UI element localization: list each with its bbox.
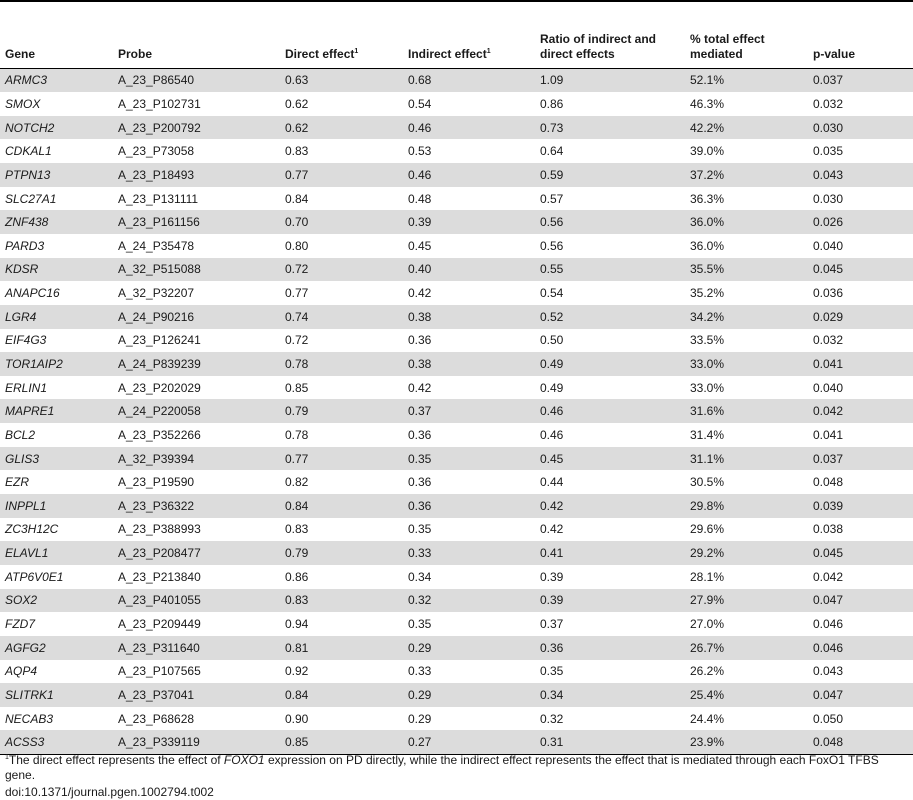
cell-gene: SLITRK1 <box>0 683 113 707</box>
cell-gene: ATP6V0E1 <box>5 569 64 584</box>
cell-ratio: 0.42 <box>540 522 564 537</box>
cell-ratio: 0.37 <box>540 617 564 632</box>
table-body <box>0 68 913 755</box>
table-row <box>0 139 913 163</box>
cell-gene: SOX2 <box>0 589 113 613</box>
results-table <box>0 26 913 755</box>
cell-indirect-effect: 0.27 <box>403 730 535 754</box>
cell-ratio: 1.09 <box>535 68 685 92</box>
table-row <box>0 116 913 140</box>
cell-gene: SLC27A1 <box>5 191 57 206</box>
cell-probe: A_32_P515088 <box>113 258 280 282</box>
cell-direct-effect: 0.78 <box>285 427 309 442</box>
cell-ratio: 0.57 <box>540 191 564 206</box>
cell-direct-effect: 0.92 <box>285 664 309 679</box>
cell-p-value: 0.047 <box>808 683 913 707</box>
cell-gene: ELAVL1 <box>0 541 113 565</box>
cell-indirect-effect: 0.33 <box>408 664 432 679</box>
cell-probe: A_23_P126241 <box>118 333 201 348</box>
table-row <box>0 447 913 471</box>
cell-indirect-effect: 0.35 <box>408 617 432 632</box>
cell-p-value: 0.042 <box>808 399 913 423</box>
cell-ratio: 0.56 <box>535 210 685 234</box>
cell-probe: A_24_P839239 <box>113 352 280 376</box>
table-row <box>0 423 913 447</box>
cell-percent-mediated: 29.8% <box>685 494 808 518</box>
doi-line: doi:10.1371/journal.pgen.1002794.t002 <box>5 785 214 799</box>
cell-percent-mediated: 39.0% <box>690 144 725 159</box>
cell-ratio: 0.73 <box>535 116 685 140</box>
cell-gene: NECAB3 <box>5 711 54 726</box>
table-row <box>0 305 913 329</box>
cell-gene: ACSS3 <box>0 730 113 754</box>
cell-ratio: 0.32 <box>540 711 564 726</box>
cell-probe: A_23_P213840 <box>118 569 201 584</box>
cell-direct-effect: 0.77 <box>285 286 309 301</box>
cell-p-value: 0.043 <box>813 664 844 679</box>
top-rule <box>0 0 913 2</box>
cell-p-value: 0.026 <box>808 210 913 234</box>
cell-percent-mediated: 42.2% <box>685 116 808 140</box>
cell-p-value: 0.048 <box>808 730 913 754</box>
cell-direct-effect: 0.83 <box>280 589 403 613</box>
table-row <box>0 660 913 684</box>
cell-gene: EZR <box>5 475 29 490</box>
cell-p-value: 0.037 <box>808 447 913 471</box>
cell-percent-mediated: 27.0% <box>690 617 725 632</box>
cell-direct-effect: 0.72 <box>285 333 309 348</box>
cell-indirect-effect: 0.68 <box>403 68 535 92</box>
cell-p-value: 0.035 <box>813 144 844 159</box>
cell-gene: TOR1AIP2 <box>0 352 113 376</box>
cell-gene: BCL2 <box>5 427 36 442</box>
cell-gene: AQP4 <box>5 664 38 679</box>
cell-indirect-effect: 0.40 <box>403 258 535 282</box>
table-row <box>0 470 913 494</box>
cell-percent-mediated: 26.2% <box>690 664 725 679</box>
table-row <box>0 210 913 234</box>
cell-probe: A_23_P401055 <box>113 589 280 613</box>
cell-probe: A_24_P220058 <box>113 399 280 423</box>
table-row <box>0 683 913 707</box>
cell-probe: A_23_P19590 <box>118 475 195 490</box>
cell-indirect-effect: 0.33 <box>403 541 535 565</box>
cell-gene: EIF4G3 <box>5 333 47 348</box>
cell-direct-effect: 0.83 <box>285 144 309 159</box>
table-footnote <box>5 753 905 783</box>
cell-direct-effect: 0.84 <box>285 191 309 206</box>
table-row <box>0 494 913 518</box>
cell-indirect-effect: 0.42 <box>408 286 432 301</box>
cell-direct-effect: 0.77 <box>280 447 403 471</box>
cell-direct-effect: 0.84 <box>280 494 403 518</box>
table-row <box>0 541 913 565</box>
cell-percent-mediated: 34.2% <box>685 305 808 329</box>
cell-gene: FZD7 <box>5 617 35 632</box>
cell-percent-mediated: 30.5% <box>690 475 725 490</box>
cell-direct-effect: 0.84 <box>280 683 403 707</box>
table-row <box>0 281 913 305</box>
cell-probe: A_23_P18493 <box>113 163 280 187</box>
cell-p-value: 0.041 <box>808 352 913 376</box>
cell-gene: LGR4 <box>0 305 113 329</box>
cell-ratio: 0.55 <box>535 258 685 282</box>
cell-direct-effect: 0.78 <box>280 352 403 376</box>
table-row <box>0 352 913 376</box>
footnote-gene: FOXO1 <box>223 753 265 767</box>
cell-p-value: 0.032 <box>813 333 844 348</box>
header-direct-effect <box>280 26 403 68</box>
cell-gene: ZNF438 <box>0 210 113 234</box>
cell-probe: A_24_P35478 <box>118 238 195 253</box>
cell-gene: PARD3 <box>5 238 45 253</box>
cell-ratio: 0.36 <box>535 636 685 660</box>
footnote-mark: 1 <box>5 754 9 761</box>
footnote-text-b: expression on PD directly, while the indirect effect represents the effect that is mediated through each FoxO1 TFBS gene. <box>5 753 879 782</box>
cell-ratio: 0.35 <box>540 664 564 679</box>
cell-gene: GLIS3 <box>0 447 113 471</box>
cell-direct-effect: 0.82 <box>285 475 309 490</box>
cell-probe: A_23_P68628 <box>118 711 195 726</box>
cell-direct-effect: 0.85 <box>285 380 309 395</box>
cell-indirect-effect: 0.36 <box>403 494 535 518</box>
header-ratio <box>535 26 685 68</box>
table-row <box>0 187 913 211</box>
cell-indirect-effect: 0.32 <box>403 589 535 613</box>
cell-p-value: 0.046 <box>813 617 844 632</box>
cell-percent-mediated: 33.5% <box>690 333 725 348</box>
cell-percent-mediated: 23.9% <box>685 730 808 754</box>
cell-gene: INPPL1 <box>0 494 113 518</box>
header-pct-line2: mediated <box>690 46 743 61</box>
cell-p-value: 0.040 <box>813 238 844 253</box>
cell-probe: A_23_P208477 <box>113 541 280 565</box>
cell-p-value: 0.046 <box>808 636 913 660</box>
cell-percent-mediated: 29.6% <box>690 522 725 537</box>
table-row <box>0 565 913 589</box>
table-row <box>0 518 913 542</box>
cell-probe: A_23_P202029 <box>118 380 201 395</box>
cell-indirect-effect: 0.29 <box>408 711 432 726</box>
cell-indirect-effect: 0.29 <box>403 636 535 660</box>
cell-ratio: 0.39 <box>535 589 685 613</box>
cell-indirect-effect: 0.29 <box>403 683 535 707</box>
header-ratio-line2: direct effects <box>540 46 615 61</box>
footnote-marker: 1 <box>354 47 359 55</box>
cell-indirect-effect: 0.34 <box>408 569 432 584</box>
cell-probe: A_23_P352266 <box>118 427 201 442</box>
cell-percent-mediated: 37.2% <box>685 163 808 187</box>
cell-percent-mediated: 26.7% <box>685 636 808 660</box>
cell-direct-effect: 0.85 <box>280 730 403 754</box>
cell-indirect-effect: 0.36 <box>408 475 432 490</box>
cell-ratio: 0.56 <box>540 238 564 253</box>
cell-direct-effect: 0.62 <box>285 96 309 111</box>
header-indirect-effect <box>403 26 535 68</box>
cell-gene: ZC3H12C <box>5 522 59 537</box>
cell-indirect-effect: 0.48 <box>408 191 432 206</box>
cell-ratio: 0.50 <box>540 333 564 348</box>
table-row <box>0 730 913 754</box>
table-row <box>0 258 913 282</box>
cell-p-value: 0.036 <box>813 286 844 301</box>
cell-ratio: 0.64 <box>540 144 564 159</box>
cell-probe: A_23_P209449 <box>118 617 201 632</box>
cell-p-value: 0.032 <box>813 96 844 111</box>
header-indirect-label: Indirect effect <box>408 46 487 61</box>
cell-direct-effect: 0.72 <box>280 258 403 282</box>
cell-direct-effect: 0.74 <box>280 305 403 329</box>
footnote-text-a: The direct effect represents the effect of <box>8 753 224 767</box>
cell-indirect-effect: 0.35 <box>408 522 432 537</box>
cell-p-value: 0.045 <box>808 258 913 282</box>
cell-direct-effect: 0.63 <box>280 68 403 92</box>
cell-p-value: 0.048 <box>813 475 844 490</box>
cell-probe: A_23_P200792 <box>113 116 280 140</box>
cell-probe: A_23_P311640 <box>113 636 280 660</box>
cell-percent-mediated: 52.1% <box>685 68 808 92</box>
cell-direct-effect: 0.80 <box>285 238 309 253</box>
cell-probe: A_23_P107565 <box>118 664 201 679</box>
cell-gene: ANAPC16 <box>5 286 60 301</box>
cell-indirect-effect: 0.46 <box>403 163 535 187</box>
table-row <box>0 163 913 187</box>
cell-direct-effect: 0.81 <box>280 636 403 660</box>
cell-probe: A_23_P36322 <box>113 494 280 518</box>
cell-indirect-effect: 0.36 <box>408 427 432 442</box>
cell-p-value: 0.029 <box>808 305 913 329</box>
cell-probe: A_24_P90216 <box>113 305 280 329</box>
cell-percent-mediated: 24.4% <box>690 711 725 726</box>
table-row <box>0 92 913 116</box>
cell-percent-mediated: 33.0% <box>690 380 725 395</box>
cell-direct-effect: 0.77 <box>280 163 403 187</box>
table-row <box>0 399 913 423</box>
cell-percent-mediated: 25.4% <box>685 683 808 707</box>
cell-probe: A_23_P37041 <box>113 683 280 707</box>
cell-gene: ERLIN1 <box>5 380 48 395</box>
table-row <box>0 589 913 613</box>
header-pct-line1: % total effect <box>690 31 765 46</box>
header-row <box>0 26 913 68</box>
header-percent-mediated <box>685 26 808 68</box>
header-p-value: p-value <box>808 26 913 68</box>
cell-p-value: 0.050 <box>813 711 844 726</box>
cell-direct-effect: 0.70 <box>280 210 403 234</box>
header-probe: Probe <box>113 26 280 68</box>
cell-ratio: 0.39 <box>540 569 564 584</box>
cell-p-value: 0.038 <box>813 522 844 537</box>
cell-probe: A_23_P388993 <box>118 522 201 537</box>
cell-percent-mediated: 33.0% <box>685 352 808 376</box>
cell-gene: SMOX <box>5 96 41 111</box>
cell-percent-mediated: 28.1% <box>690 569 725 584</box>
cell-percent-mediated: 31.4% <box>690 427 725 442</box>
cell-gene: KDSR <box>0 258 113 282</box>
table-row <box>0 68 913 92</box>
table-row <box>0 612 913 636</box>
cell-indirect-effect: 0.42 <box>408 380 432 395</box>
cell-probe: A_32_P39394 <box>113 447 280 471</box>
cell-indirect-effect: 0.54 <box>408 96 432 111</box>
cell-ratio: 0.46 <box>535 399 685 423</box>
cell-ratio: 0.45 <box>535 447 685 471</box>
table-row <box>0 707 913 731</box>
cell-probe: A_32_P32207 <box>118 286 195 301</box>
cell-p-value: 0.037 <box>808 68 913 92</box>
cell-ratio: 0.49 <box>535 352 685 376</box>
cell-ratio: 0.34 <box>535 683 685 707</box>
cell-direct-effect: 0.90 <box>285 711 309 726</box>
cell-ratio: 0.54 <box>540 286 564 301</box>
cell-direct-effect: 0.62 <box>280 116 403 140</box>
table-row <box>0 376 913 400</box>
cell-ratio: 0.44 <box>540 475 564 490</box>
cell-gene: CDKAL1 <box>5 144 52 159</box>
cell-direct-effect: 0.94 <box>285 617 309 632</box>
cell-p-value: 0.045 <box>808 541 913 565</box>
cell-probe: A_23_P102731 <box>118 96 201 111</box>
cell-indirect-effect: 0.39 <box>403 210 535 234</box>
cell-ratio: 0.42 <box>535 494 685 518</box>
cell-ratio: 0.59 <box>535 163 685 187</box>
table-row <box>0 636 913 660</box>
cell-p-value: 0.039 <box>808 494 913 518</box>
cell-probe: A_23_P86540 <box>113 68 280 92</box>
cell-indirect-effect: 0.53 <box>408 144 432 159</box>
cell-percent-mediated: 36.0% <box>690 238 725 253</box>
cell-indirect-effect: 0.37 <box>403 399 535 423</box>
cell-percent-mediated: 35.5% <box>685 258 808 282</box>
cell-gene: AGFG2 <box>0 636 113 660</box>
footnote-marker: 1 <box>486 47 491 55</box>
cell-percent-mediated: 36.0% <box>685 210 808 234</box>
header-gene: Gene <box>0 26 113 68</box>
cell-gene: MAPRE1 <box>0 399 113 423</box>
cell-probe: A_23_P339119 <box>113 730 280 754</box>
cell-p-value: 0.043 <box>808 163 913 187</box>
cell-ratio: 0.46 <box>540 427 564 442</box>
cell-percent-mediated: 46.3% <box>690 96 725 111</box>
cell-p-value: 0.040 <box>813 380 844 395</box>
cell-ratio: 0.52 <box>535 305 685 329</box>
cell-indirect-effect: 0.38 <box>403 352 535 376</box>
cell-indirect-effect: 0.45 <box>408 238 432 253</box>
cell-indirect-effect: 0.46 <box>403 116 535 140</box>
cell-ratio: 0.49 <box>540 380 564 395</box>
cell-p-value: 0.042 <box>813 569 844 584</box>
cell-p-value: 0.030 <box>808 116 913 140</box>
cell-direct-effect: 0.83 <box>285 522 309 537</box>
cell-ratio: 0.41 <box>535 541 685 565</box>
cell-ratio: 0.31 <box>535 730 685 754</box>
cell-direct-effect: 0.86 <box>285 569 309 584</box>
cell-probe: A_23_P131111 <box>118 191 199 206</box>
header-ratio-line1: Ratio of indirect and <box>540 31 657 46</box>
cell-indirect-effect: 0.35 <box>403 447 535 471</box>
cell-percent-mediated: 29.2% <box>685 541 808 565</box>
cell-gene: PTPN13 <box>0 163 113 187</box>
cell-direct-effect: 0.79 <box>280 541 403 565</box>
cell-direct-effect: 0.79 <box>280 399 403 423</box>
cell-percent-mediated: 31.1% <box>685 447 808 471</box>
cell-indirect-effect: 0.38 <box>403 305 535 329</box>
table-row <box>0 329 913 353</box>
table-row <box>0 234 913 258</box>
cell-p-value: 0.041 <box>813 427 844 442</box>
cell-p-value: 0.047 <box>808 589 913 613</box>
cell-gene: NOTCH2 <box>0 116 113 140</box>
cell-percent-mediated: 36.3% <box>690 191 725 206</box>
cell-percent-mediated: 35.2% <box>690 286 725 301</box>
header-direct-label: Direct effect <box>285 46 355 61</box>
cell-probe: A_23_P73058 <box>118 144 195 159</box>
cell-percent-mediated: 31.6% <box>685 399 808 423</box>
cell-indirect-effect: 0.36 <box>408 333 432 348</box>
cell-percent-mediated: 27.9% <box>685 589 808 613</box>
cell-gene: ARMC3 <box>0 68 113 92</box>
cell-p-value: 0.030 <box>813 191 844 206</box>
cell-ratio: 0.86 <box>540 96 564 111</box>
cell-probe: A_23_P161156 <box>113 210 280 234</box>
